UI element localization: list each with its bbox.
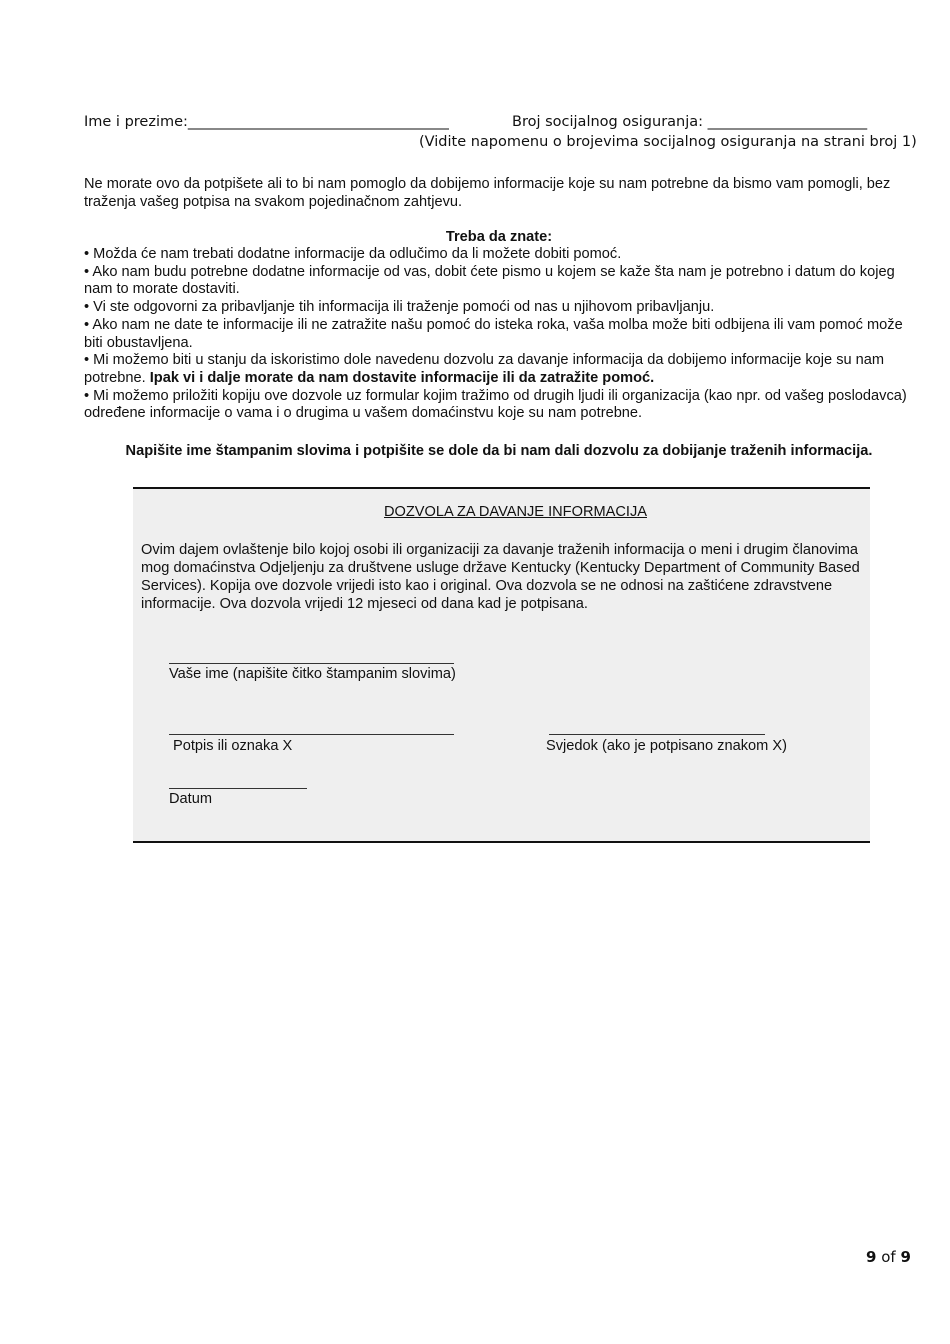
ssn-note: (Vidite napomenu o brojevima socijalnog osiguranja na strani broj 1) <box>419 134 917 150</box>
instruction-text: Napišite ime štampanim slovima i potpišite se dole da bi nam dali dozvolu za dobijanje traženih informacija. <box>125 443 873 459</box>
witness-signature-line[interactable] <box>549 734 765 735</box>
signature-label: Potpis ili oznaka X <box>173 738 293 754</box>
name-underline: ____________________________________ <box>187 114 449 130</box>
page-total: 9 <box>900 1248 911 1266</box>
notice-item-emphasis: Ipak vi i dalje morate da nam dostavite informacije ili da zatražite pomoć. <box>149 369 655 386</box>
notice-item: • Ako nam ne date te informacije ili ne zatražite našu pomoć do isteka roka, vaša molba može biti odbijena ili vam pomoć može biti obustavljena. <box>84 316 903 351</box>
page-of: of <box>881 1248 896 1266</box>
permission-panel <box>133 487 870 843</box>
notice-item: • Ako nam budu potrebne dodatne informacije od vas, dobit ćete pismo u kojem se kaže šta nam je potrebno i datum do kojeg nam to morate dostaviti. <box>84 263 895 298</box>
name-field-row <box>84 114 449 130</box>
notice-item-text: • Mi možemo biti u stanju da iskoristimo dole navedenu dozvolu za davanje informacija da dobijemo informacije koje su nam potrebne. <box>84 352 885 386</box>
name-label: Ime i prezime: <box>84 114 188 130</box>
notice-item: • Možda će nam trebati dodatne informacije da odlučimo da li možete dobiti pomoć. <box>84 246 622 262</box>
name-signature-line[interactable] <box>169 663 454 664</box>
page-number <box>866 1248 911 1266</box>
notice-title: Treba da znate: <box>445 229 553 245</box>
signature-line[interactable] <box>169 734 454 735</box>
permission-body: Ovim dajem ovlaštenje bilo kojoj osobi ili organizaciji za davanje traženih informacija o meni i drugim članovima mog domaćinstva Odjeljenju za društvene usluge države Kentucky (Kentucky Department of Community Based Services). Kopija ove dozvole vrijedi isto kao i original. Ova dozvola se ne odnosi na zaštićene zdravstvene informacije. Ova dozvola vrijedi 12 mjeseci od dana kad je potpisana. <box>141 542 860 612</box>
permission-title-wrap <box>133 504 898 520</box>
notice-list <box>84 246 920 423</box>
ssn-field-row <box>512 114 867 130</box>
date-label: Datum <box>169 791 212 807</box>
witness-label: Svjedok (ako je potpisano znakom X) <box>546 738 787 754</box>
notice-item: • Vi ste odgovorni za pribavljanje tih informacija ili traženje pomoći od nas u njihovom pribavljanju. <box>84 299 715 316</box>
ssn-underline: ______________________ <box>707 114 868 130</box>
notice-item <box>84 352 920 387</box>
date-line[interactable] <box>169 788 307 789</box>
permission-title: DOZVOLA ZA DAVANJE INFORMACIJA <box>384 504 647 520</box>
page-current: 9 <box>866 1248 877 1266</box>
ssn-label: Broj socijalnog osiguranja: <box>512 114 704 130</box>
notice-item: • Mi možemo priložiti kopiju ove dozvole uz formular kojim tražimo od drugih ljudi ili organizacija (kao npr. od vašeg poslodavca) određene informacije o vama i o drugima u vašem domaćinstvu koje su nam potrebne. <box>84 387 907 422</box>
printed-name-label: Vaše ime (napišite čitko štampanim slovima) <box>169 666 456 682</box>
intro-paragraph: Ne morate ovo da potpišete ali to bi nam pomoglo da dobijemo informacije koje su nam potrebne da bismo vam pomogli, bez traženja vašeg potpisa na svakom pojedinačnom zahtjevu. <box>84 176 891 210</box>
